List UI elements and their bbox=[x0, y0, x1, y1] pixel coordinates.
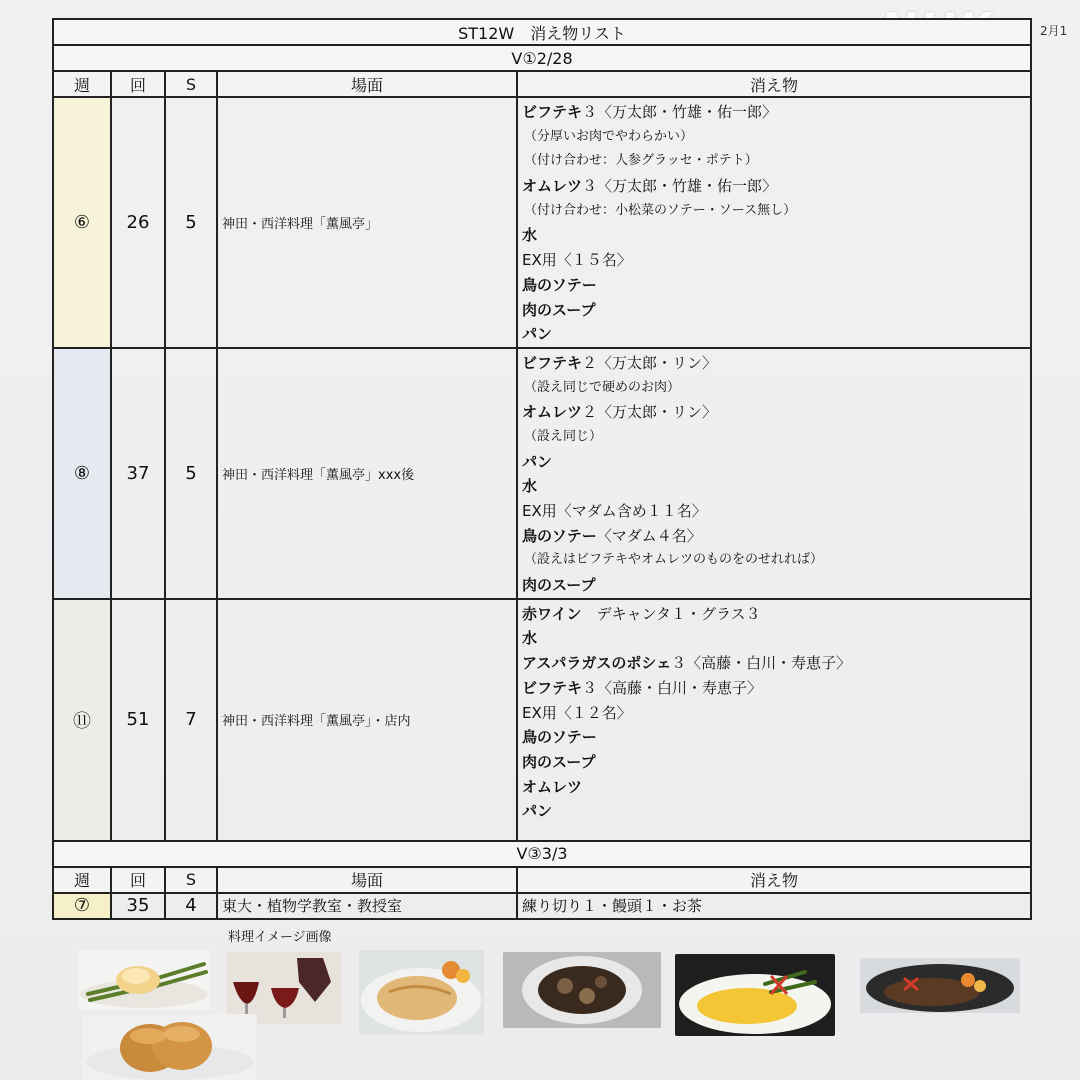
episode-cell: 37 bbox=[111, 348, 165, 599]
header-week: 週 bbox=[53, 867, 111, 893]
table-row bbox=[53, 893, 1031, 919]
scene-cell: 神田・西洋料理「薫風亭」xxx後 bbox=[217, 348, 517, 599]
soup-photo bbox=[503, 952, 661, 1028]
list-item: オムレツ２〈万太郎・リン〉 bbox=[522, 403, 718, 422]
list-item: 鳥のソテー bbox=[522, 275, 597, 294]
week-cell: ⑦ bbox=[53, 893, 111, 919]
episode-cell: 35 bbox=[111, 893, 165, 919]
list-item: 肉のスープ bbox=[522, 300, 596, 319]
omelette-photo bbox=[675, 954, 835, 1036]
scene-no-cell: 7 bbox=[165, 599, 217, 841]
header-scene: 場面 bbox=[217, 867, 517, 893]
scene-cell: 神田・西洋料理「薫風亭」・店内 bbox=[217, 599, 517, 841]
scene-no-cell: 4 bbox=[165, 893, 217, 919]
list-item: （設え同じで硬めのお肉） bbox=[524, 379, 681, 395]
image-caption: 料理イメージ画像 bbox=[228, 930, 332, 945]
sheet-title: ST12W 消え物リスト bbox=[53, 19, 1031, 45]
week-cell: ⑥ bbox=[53, 97, 111, 348]
list-item: EX用〈１２名〉 bbox=[522, 703, 632, 722]
column-headers bbox=[53, 71, 1031, 97]
list-item: パン bbox=[522, 452, 553, 471]
section-header-1: V①2/28 bbox=[53, 45, 1031, 71]
list-item: 肉のスープ bbox=[522, 576, 596, 595]
scene-cell: 神田・西洋料理「薫風亭」 bbox=[217, 97, 517, 348]
list-item: オムレツ３〈万太郎・竹雄・佑一郎〉 bbox=[522, 177, 778, 196]
section-header-2: V③3/3 bbox=[53, 841, 1031, 867]
list-item: 水 bbox=[522, 226, 538, 245]
header-episode: 回 bbox=[111, 71, 165, 97]
list-item: 鳥のソテー bbox=[522, 728, 597, 747]
list-item: パン bbox=[522, 325, 553, 344]
list-item: 水 bbox=[522, 629, 538, 648]
items-cell bbox=[517, 348, 1031, 599]
chicken-photo bbox=[359, 950, 484, 1035]
list-item: （設え同じ） bbox=[524, 428, 603, 444]
week-cell: ⑪ bbox=[53, 599, 111, 841]
header-scene-no: S bbox=[165, 71, 217, 97]
week-cell: ⑧ bbox=[53, 348, 111, 599]
list-item: 水 bbox=[522, 477, 538, 496]
header-week: 週 bbox=[53, 71, 111, 97]
list-item: オムレツ bbox=[522, 777, 583, 796]
list-item: 鳥のソテー〈マダム４名〉 bbox=[522, 526, 702, 545]
header-scene: 場面 bbox=[217, 71, 517, 97]
list-item: ビフテキ３〈高藤・白川・寿恵子〉 bbox=[522, 678, 763, 697]
props-list-table bbox=[52, 18, 1032, 920]
table-row bbox=[53, 348, 1031, 599]
steak-photo bbox=[860, 958, 1020, 1013]
asparagus-photo bbox=[78, 950, 210, 1010]
table-row bbox=[53, 97, 1031, 348]
list-item: 肉のスープ bbox=[522, 752, 596, 771]
column-headers bbox=[53, 867, 1031, 893]
list-item: パン bbox=[522, 802, 553, 821]
episode-cell: 51 bbox=[111, 599, 165, 841]
header-episode: 回 bbox=[111, 867, 165, 893]
items-cell: 練り切り１・饅頭１・お茶 bbox=[517, 893, 1031, 919]
list-item: （付け合わせ：小松菜のソテー・ソース無し） bbox=[524, 202, 797, 218]
header-scene-no: S bbox=[165, 867, 217, 893]
list-item: EX用〈マダム含め１１名〉 bbox=[522, 502, 707, 520]
episode-cell: 26 bbox=[111, 97, 165, 348]
header-items: 消え物 bbox=[517, 71, 1031, 97]
header-items: 消え物 bbox=[517, 867, 1031, 893]
scene-no-cell: 5 bbox=[165, 97, 217, 348]
scene-cell: 東大・植物学教室・教授室 bbox=[217, 893, 517, 919]
table-row bbox=[53, 599, 1031, 841]
list-item: アスパラガスのポシェ３〈高藤・白川・寿恵子〉 bbox=[522, 654, 852, 673]
scene-no-cell: 5 bbox=[165, 348, 217, 599]
list-item: ビフテキ２〈万太郎・リン〉 bbox=[522, 353, 718, 372]
list-item: （設えはビフテキやオムレツのものをのせれれば） bbox=[524, 552, 824, 568]
list-item: （分厚いお肉でやわらかい） bbox=[524, 128, 694, 144]
list-item: EX用〈１５名〉 bbox=[522, 251, 632, 270]
items-cell bbox=[517, 599, 1031, 841]
corner-date: 2月1 bbox=[1040, 24, 1068, 38]
list-item: ビフテキ３〈万太郎・竹雄・佑一郎〉 bbox=[522, 103, 778, 121]
list-item: （付け合わせ：人参グラッセ・ポテト） bbox=[524, 153, 758, 169]
items-cell bbox=[517, 97, 1031, 348]
bread-photo bbox=[82, 1014, 257, 1080]
list-item: 赤ワイン デキャンタ１・グラス３ bbox=[522, 604, 761, 623]
